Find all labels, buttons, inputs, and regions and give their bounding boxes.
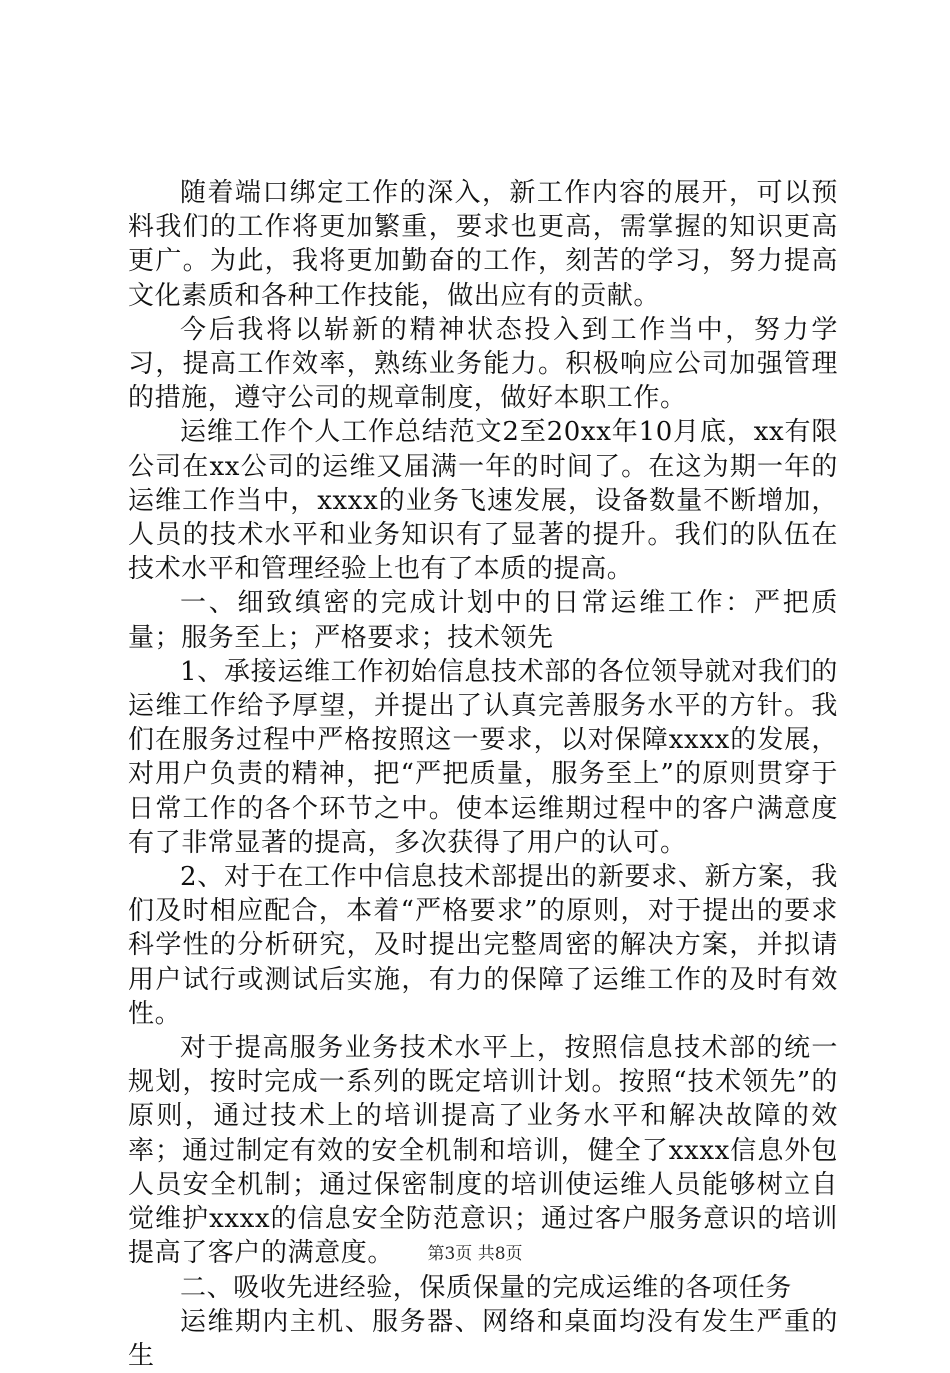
paragraph: 随着端口绑定工作的深入，新工作内容的展开，可以预料我们的工作将更加繁重，要求也更高，需掌握的知识更高更广。为此，我将更加勤奋的工作，刻苦的学习，努力提高文化素质和各种工作技能，做出应有的贡献。 [128, 178, 838, 311]
paragraph: 运维工作个人工作总结范文2至20xx年10月底，xx有限公司在xx公司的运维又届满一年的时间了。在这为期一年的运维工作当中，xxxx的业务飞速发展，设备数量不断增加，人员的技术水平和业务知识有了显著的提升。我们的队伍在技术水平和管理经验上也有了本质的提高。 [128, 417, 838, 585]
paragraph: 1、承接运维工作初始信息技术部的各位领导就对我们的运维工作给予厚望，并提出了认真完善服务水平的方针。我们在服务过程中严格按照这一要求，以对保障xxxx的发展，对用户负责的精神，把“严把质量，服务至上”的原则贯穿于日常工作的各个环节之中。使本运维期过程中的客户满意度有了非常显著的提高，多次获得了用户的认可。 [128, 656, 838, 858]
section-heading: 二、吸收先进经验，保质保量的完成运维的各项任务 [180, 1272, 792, 1303]
document-body [128, 176, 838, 1373]
paragraph: 今后我将以崭新的精神状态投入到工作当中，努力学习，提高工作效率，熟练业务能力。积极响应公司加强管理的措施，遵守公司的规章制度，做好本职工作。 [128, 314, 838, 414]
paragraph: 运维期内主机、服务器、网络和桌面均没有发生严重的生 [128, 1306, 838, 1371]
paragraph: 2、对于在工作中信息技术部提出的新要求、新方案，我们及时相应配合，本着“严格要求”的原则，对于提出的要求科学性的分析研究，及时提出完整周密的解决方案，并拟请用户试行或测试后实施，有力的保障了运维工作的及时有效性。 [128, 862, 838, 1029]
paragraph: 对于提高服务业务技术水平上，按照信息技术部的统一规划，按时完成一系列的既定培训计划。按照“技术领先”的原则，通过技术上的培训提高了业务水平和解决故障的效率；通过制定有效的安全机制和培训，健全了xxxx信息外包人员安全机制；通过保密制度的培训使运维人员能够树立自觉维护xxxx的信息安全防范意识；通过客户服务意识的培训提高了客户的满意度。 [128, 1033, 838, 1269]
section-heading: 一、细致缜密的完成计划中的日常运维工作：严把质量；服务至上；严格要求；技术领先 [128, 588, 838, 653]
page-number-footer: 第3页 共8页 [427, 1244, 523, 1264]
